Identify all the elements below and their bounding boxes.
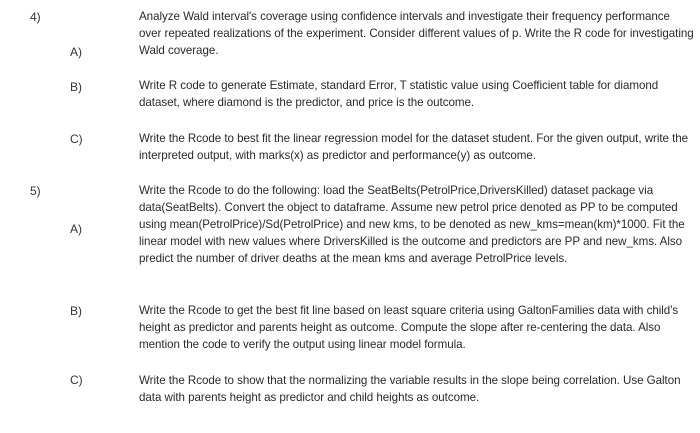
question-number-4: 4) bbox=[30, 10, 41, 24]
question-4-part-b-label: B) bbox=[70, 80, 82, 94]
question-4-part-c-text: Write the Rcode to best fit the linear regression model for the dataset student. For the given output, write the interpreted output, with marks(x) as predictor and performance(y) as outcome. bbox=[139, 132, 689, 162]
question-4-part-a-label: A) bbox=[70, 45, 82, 59]
question-5-part-b-label: B) bbox=[70, 304, 82, 318]
question-5-part-c-text: Write the Rcode to show that the normalizing the variable results in the slope being correlation. Use Galton data with parents height as predictor and child heights as outcome. bbox=[139, 374, 681, 404]
question-number-5: 5) bbox=[30, 184, 41, 198]
question-4-part-b-text: Write R code to generate Estimate, standard Error, T statistic value using Coefficient table for diamond dataset, where diamond is the predictor, and price is the outcome. bbox=[139, 79, 659, 109]
question-4-part-c-label: C) bbox=[70, 132, 83, 146]
question-5-part-a-label: A) bbox=[70, 222, 82, 236]
question-5-part-b-text: Write the Rcode to get the best fit line based on least square criteria using GaltonFamilies data with child's height as predictor and parents height as outcome. Compute the slope after re-centering the data. Also mention the code to verify the output using linear model formula. bbox=[139, 304, 679, 351]
question-5-part-a-text: Write the Rcode to do the following: load the SeatBelts(PetrolPrice,DriversKilled) dataset package via data(SeatBelts). Convert the object to dataframe. Assume new petrol price denoted as PP to be computed using mean(PetrolPrice)/Sd(PetrolPrice) and new kms, to be denoted as new_kms=mean(km)*1000. Fit the linear model with new values where DriversKilled is the outcome and predictors are PP and new_kms. Also predict the number of driver deaths at the mean kms and average PetrolPrice levels. bbox=[139, 184, 685, 265]
question-4-part-a-text: Analyze Wald interval's coverage using confidence intervals and investigate their frequency performance over repeated realizations of the experiment. Consider different values of p. Write the R code for investigating Wald coverage. bbox=[139, 10, 694, 57]
question-5-part-c-label: C) bbox=[70, 373, 83, 387]
